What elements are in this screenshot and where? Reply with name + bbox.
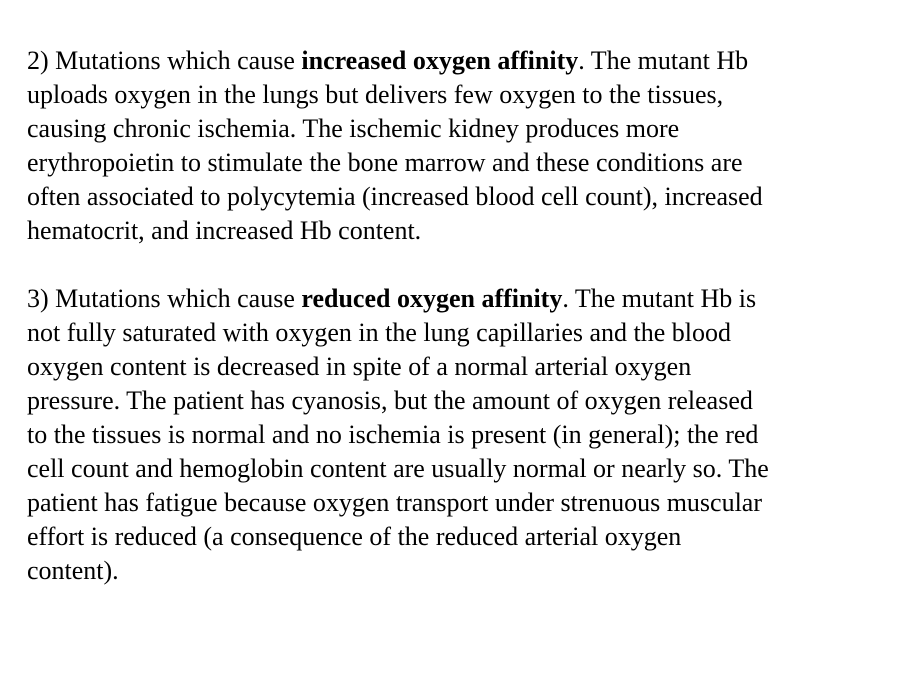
text-line: oxygen content is decreased in spite of a normal arterial oxygen [27, 352, 692, 381]
bold-term-increased-oxygen-affinity: increased oxygen affinity [301, 46, 579, 75]
text-line: hematocrit, and increased Hb content. [27, 216, 422, 245]
text-run: 3) Mutations which cause [27, 284, 302, 313]
text-line: effort is reduced (a consequence of the reduced arterial oxygen [27, 522, 682, 551]
text-run: . The mutant Hb is [562, 284, 757, 313]
document-body [27, 44, 877, 588]
text-line [27, 44, 877, 78]
text-line: patient has fatigue because oxygen transport under strenuous muscular [27, 488, 762, 517]
text-line: to the tissues is normal and no ischemia is present (in general); the red [27, 420, 759, 449]
text-line: uploads oxygen in the lungs but delivers few oxygen to the tissues, [27, 80, 724, 109]
text-line: pressure. The patient has cyanosis, but the amount of oxygen released [27, 386, 753, 415]
text-run: . The mutant Hb [578, 46, 749, 75]
text-line [27, 282, 877, 316]
text-line: causing chronic ischemia. The ischemic kidney produces more [27, 114, 680, 143]
paragraph-reduced-affinity [27, 282, 877, 588]
text-line: cell count and hemoglobin content are usually normal or nearly so. The [27, 454, 769, 483]
text-line: often associated to polycytemia (increased blood cell count), increased [27, 182, 763, 211]
text-line: content). [27, 556, 119, 585]
text-run: 2) Mutations which cause [27, 46, 302, 75]
bold-term-reduced-oxygen-affinity: reduced oxygen affinity [301, 284, 563, 313]
text-line: not fully saturated with oxygen in the lung capillaries and the blood [27, 318, 732, 347]
text-line: erythropoietin to stimulate the bone marrow and these conditions are [27, 148, 743, 177]
paragraph-increased-affinity [27, 44, 877, 248]
